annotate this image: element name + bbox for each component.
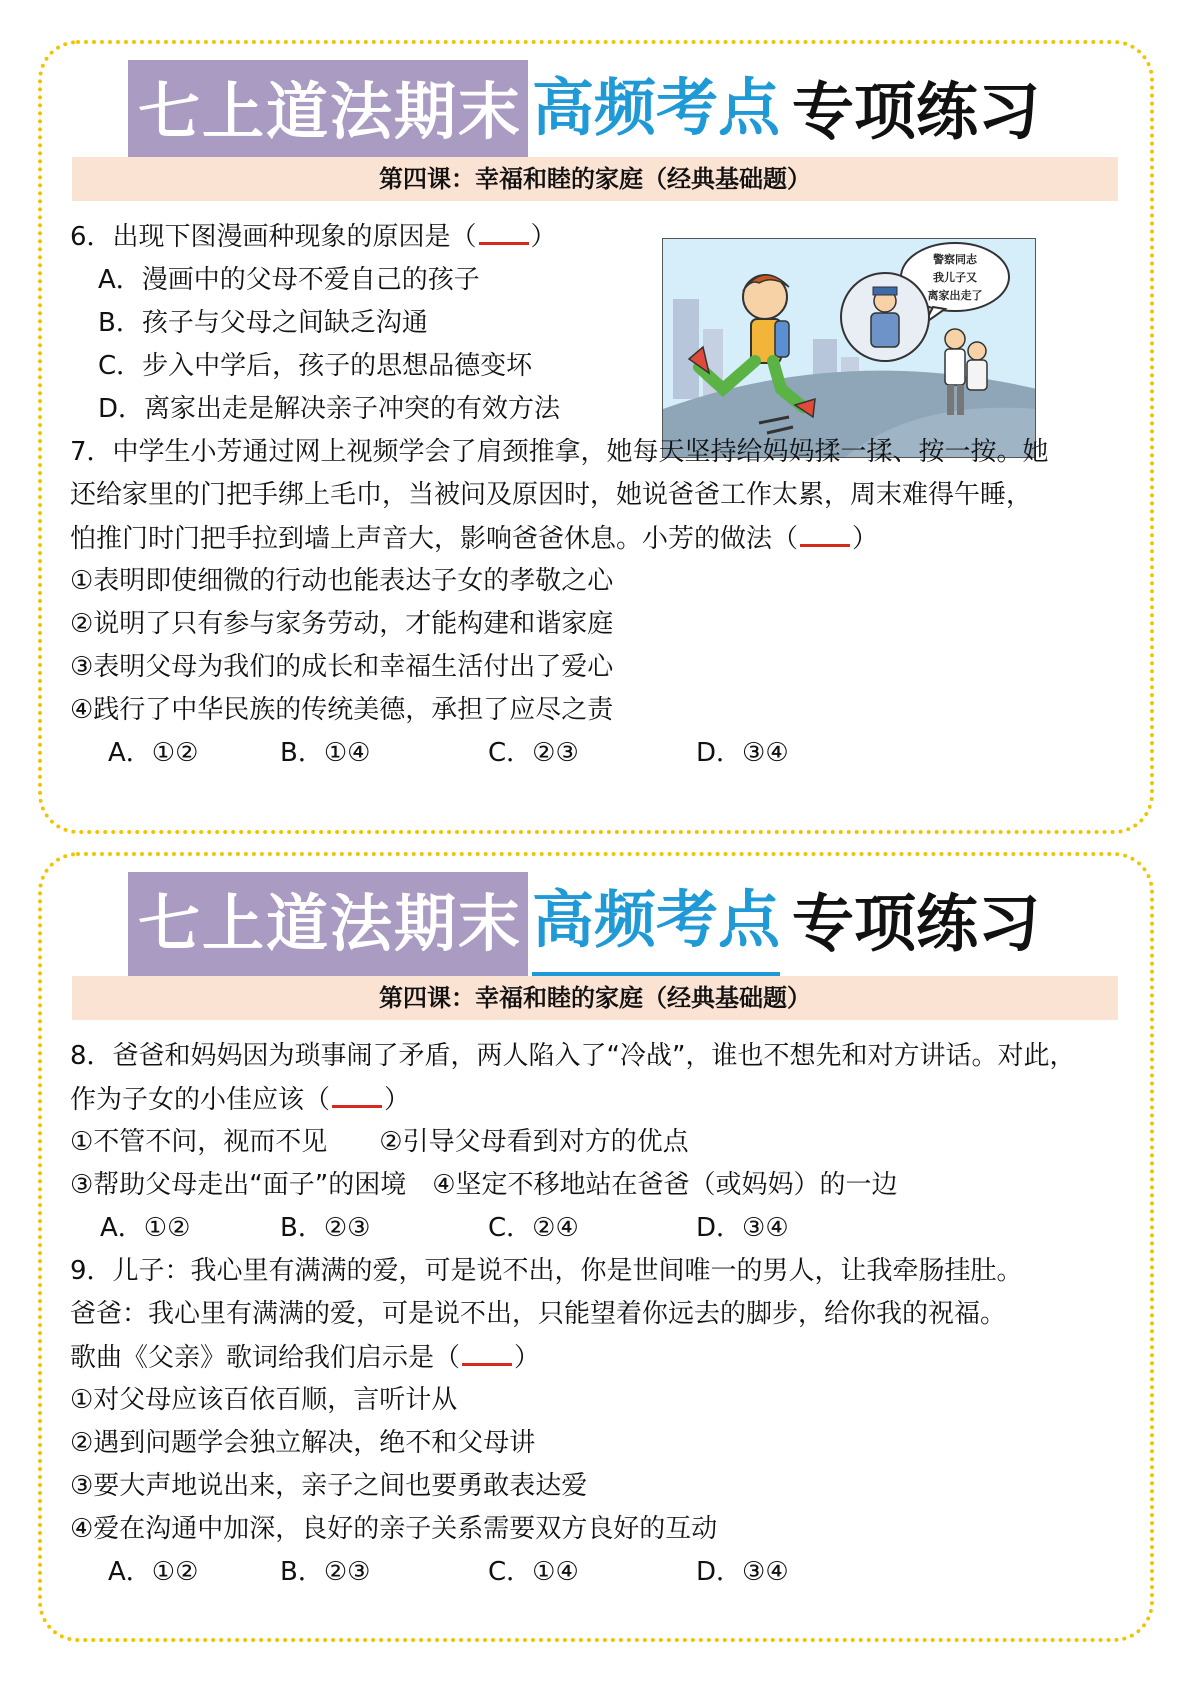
q8-option-d[interactable]: D．③④	[696, 1213, 789, 1243]
question-8-line-1: 8．爸爸和妈妈因为琐事闹了矛盾，两人陷入了“冷战”，谁也不想先和对方讲话。对此，	[70, 1041, 1076, 1071]
q7-options	[0, 731, 1190, 775]
q9-option-a[interactable]: A．①②	[108, 1557, 199, 1587]
q7-option-b[interactable]: B．①④	[280, 738, 371, 768]
bubble-line-3: 离家出走了	[927, 289, 983, 302]
page-title-2	[128, 872, 1040, 976]
answer-blank[interactable]	[462, 1335, 512, 1366]
q8-option-b[interactable]: B．②③	[280, 1213, 371, 1243]
q7-item-3: ③表明父母为我们的成长和幸福生活付出了爱心	[70, 652, 614, 682]
q8-option-c[interactable]: C．②④	[488, 1213, 579, 1243]
q9-option-c[interactable]: C．①④	[488, 1557, 579, 1587]
question-7-line-1: 7．中学生小芳通过网上视频学会了肩颈推拿，她每天坚持给妈妈揉一揉、按一按。她	[70, 437, 1049, 467]
title-part2: 高频考点	[532, 60, 780, 164]
q9-option-b[interactable]: B．②③	[280, 1557, 371, 1587]
q8-options	[0, 1206, 1190, 1250]
q9-item-3: ③要大声地说出来，亲子之间也要勇敢表达爱	[70, 1471, 588, 1501]
q6-option-c[interactable]: C．步入中学后，孩子的思想品德变坏	[98, 351, 533, 381]
q7-item-2: ②说明了只有参与家务劳动，才能构建和谐家庭	[70, 609, 614, 639]
question-9-line-1: 9．儿子：我心里有满满的爱，可是说不出，你是世间唯一的男人，让我牵肠挂肚。	[70, 1256, 1023, 1286]
answer-blank[interactable]	[479, 214, 529, 245]
q7-option-d[interactable]: D．③④	[696, 738, 789, 768]
title-part1: 七上道法期末	[128, 60, 528, 164]
question-6-stem: 6．出现下图漫画种现象的原因是（ ）	[70, 214, 557, 259]
q9-item-1: ①对父母应该百依百顺，言听计从	[70, 1385, 458, 1415]
q8-items-row-2: ③帮助父母走出“面子”的困境 ④坚定不移地站在爸爸（或妈妈）的一边	[70, 1170, 898, 1200]
question-9-line-3: 歌曲《父亲》歌词给我们启示是（ ）	[70, 1335, 540, 1380]
question-9-line-2: 爸爸：我心里有满满的爱，可是说不出，只能望着你远去的脚步，给你我的祝福。	[70, 1299, 1007, 1329]
title-part2: 高频考点	[532, 872, 780, 976]
lesson-subtitle: 第四课：幸福和睦的家庭（经典基础题）	[72, 157, 1118, 201]
q6-option-a[interactable]: A．漫画中的父母不爱自己的孩子	[98, 265, 480, 295]
q6-option-d[interactable]: D．离家出走是解决亲子冲突的有效方法	[98, 394, 561, 424]
q7-option-c[interactable]: C．②③	[488, 738, 579, 768]
question-7-line-3: 怕推门时门把手拉到墙上声音大，影响爸爸休息。小芳的做法（ ）	[70, 516, 878, 561]
question-8-line-2: 作为子女的小佳应该（ ）	[70, 1077, 410, 1122]
q9-item-2: ②遇到问题学会独立解决，绝不和父母讲	[70, 1428, 536, 1458]
q9-options	[0, 1550, 1190, 1594]
answer-blank[interactable]	[800, 516, 850, 547]
q7-option-a[interactable]: A．①②	[108, 738, 199, 768]
title-part3: 专项练习	[792, 75, 1041, 148]
page-title	[128, 60, 1040, 164]
q6-option-b[interactable]: B．孩子与父母之间缺乏沟通	[98, 308, 428, 338]
q8-items-row-1: ①不管不问，视而不见 ②引导父母看到对方的优点	[70, 1127, 689, 1157]
q8-option-a[interactable]: A．①②	[100, 1213, 191, 1243]
question-7-line-2: 还给家里的门把手绑上毛巾，当被问及原因时，她说爸爸工作太累，周末难得午睡，	[70, 480, 1033, 510]
bubble-line-2: 我儿子又	[933, 271, 977, 284]
bubble-line-1: 警察同志	[933, 253, 977, 266]
comic-drawing	[663, 239, 1036, 458]
q7-item-4: ④践行了中华民族的传统美德，承担了应尽之责	[70, 695, 614, 725]
title-part3: 专项练习	[792, 887, 1041, 960]
answer-blank[interactable]	[332, 1077, 382, 1108]
q7-item-1: ①表明即使细微的行动也能表达子女的孝敬之心	[70, 566, 614, 596]
comic-illustration	[662, 238, 1036, 458]
title-part1: 七上道法期末	[128, 872, 528, 976]
q9-option-d[interactable]: D．③④	[696, 1557, 789, 1587]
q9-item-4: ④爱在沟通中加深，良好的亲子关系需要双方良好的互动	[70, 1514, 718, 1544]
lesson-subtitle-2: 第四课：幸福和睦的家庭（经典基础题）	[72, 976, 1118, 1020]
